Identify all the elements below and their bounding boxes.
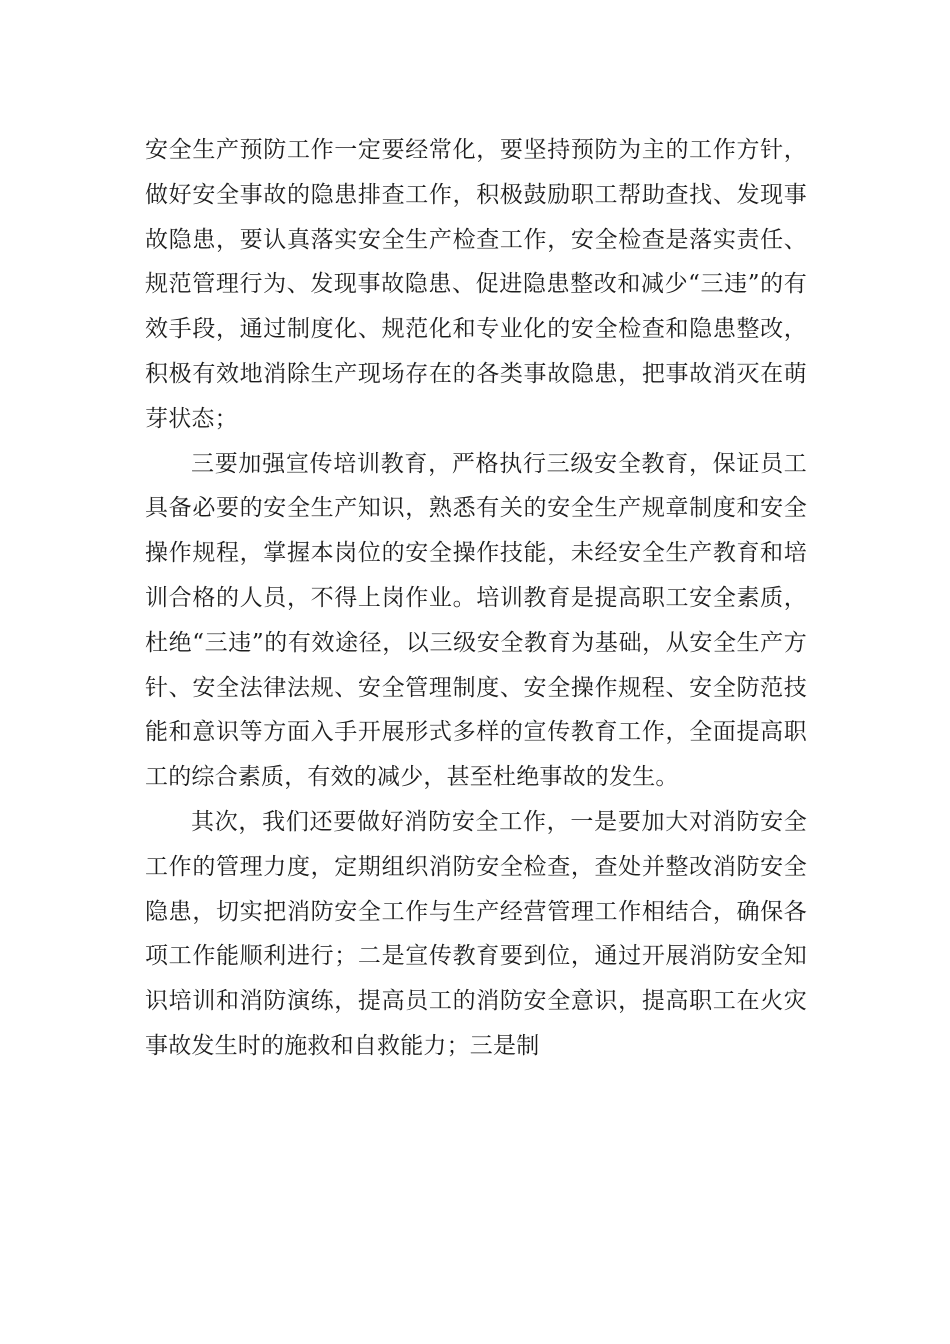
paragraph-prevention: 安全生产预防工作一定要经常化，要坚持预防为主的工作方针，做好安全事故的隐患排查工作，积极鼓励职工帮助查找、发现事故隐患，要认真落实安全生产检查工作，安全检查是落实责任、规范管理行为、发现事故隐患、促进隐患整改和减少“三违”的有效手段，通过制度化、规范化和专业化的安全检查和隐患整改，积极有效地消除生产现场存在的各类事故隐患，把事故消灭在萌芽状态； — [145, 137, 807, 432]
document-body — [145, 128, 807, 1069]
paragraph-fire-safety: 其次，我们还要做好消防安全工作，一是要加大对消防安全工作的管理力度，定期组织消防安全检查，查处并整改消防安全隐患，切实把消防安全工作与生产经营管理工作相结合，确保各项工作能顺利进行；二是宣传教育要到位，通过开展消防安全知识培训和消防演练，提高员工的消防安全意识，提高职工在火灾事故发生时的施救和自救能力；三是制 — [145, 808, 807, 1059]
paragraph-training-education: 三要加强宣传培训教育，严格执行三级安全教育，保证员工具备必要的安全生产知识，熟悉有关的安全生产规章制度和安全操作规程，掌握本岗位的安全操作技能，未经安全生产教育和培训合格的人员，不得上岗作业。培训教育是提高职工安全素质，杜绝“三违”的有效途径，以三级安全教育为基础，从安全生产方针、安全法律法规、安全管理制度、安全操作规程、安全防范技能和意识等方面入手开展形式多样的宣传教育工作，全面提高职工的综合素质，有效的减少，甚至杜绝事故的发生。 — [145, 450, 807, 791]
